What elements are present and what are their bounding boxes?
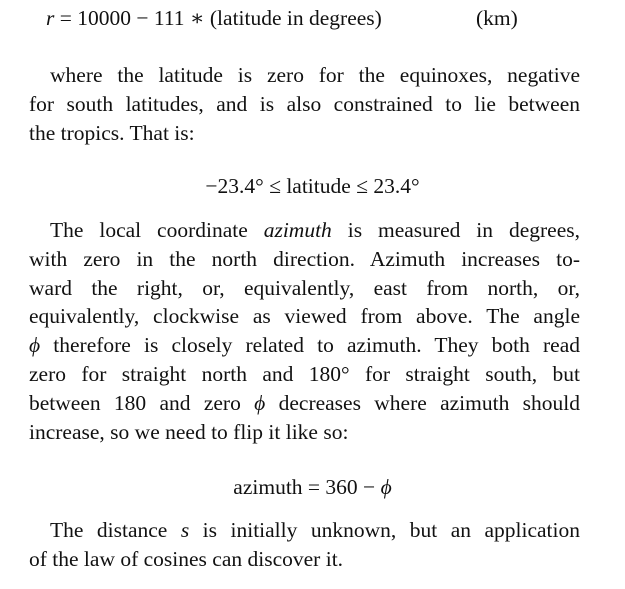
paragraph-line: The distance s is initially unknown, but an application — [50, 518, 580, 542]
paragraph-latitude — [29, 61, 580, 147]
paragraph-line: between 180 and zero ϕ decreases where azimuth should — [29, 390, 580, 415]
equation-radius-variable: r — [46, 6, 55, 30]
equation-latitude-range — [0, 174, 625, 199]
paragraph-line: The local coordinate azimuth is measured in degrees, — [50, 218, 580, 242]
symbol-phi: ϕ — [254, 390, 266, 415]
paragraph-line: of the law of cosines can discover it. — [29, 546, 344, 571]
symbol-phi: ϕ — [380, 475, 392, 499]
paragraph-line: increase, so we need to flip it like so: — [29, 419, 349, 444]
paragraph-line: ϕ therefore is closely related to azimuth. They both read — [29, 333, 580, 358]
paragraph-line: the tropics. That is: — [29, 120, 195, 145]
equation-azimuth-lhs: azimuth = 360 − — [233, 475, 381, 499]
symbol-phi: ϕ — [29, 333, 41, 358]
variable-s: s — [180, 518, 190, 542]
paragraph-line: zero for straight north and 180° for straight south, but — [29, 361, 580, 386]
equation-radius-unit: (km) — [476, 6, 518, 30]
paragraph-distance — [29, 516, 580, 574]
paragraph-line: ward the right, or, equivalently, east from north, or, — [29, 275, 580, 300]
term-azimuth: azimuth — [263, 218, 332, 242]
equation-azimuth — [0, 475, 625, 500]
paragraph-line: equivalently, clockwise as viewed from above. The angle — [29, 304, 580, 329]
equation-radius — [46, 6, 518, 31]
equation-latitude-range-text: −23.4° ≤ latitude ≤ 23.4° — [205, 174, 420, 198]
paragraph-azimuth — [29, 216, 580, 446]
paragraph-line: for south latitudes, and is also constrained to lie between — [29, 91, 580, 116]
paragraph-line: with zero in the north direction. Azimuth increases to- — [29, 246, 580, 271]
paragraph-line: where the latitude is zero for the equinoxes, negative — [50, 63, 580, 87]
equation-radius-rhs: = 10000 − 111 ∗ (latitude in degrees) — [59, 6, 382, 30]
